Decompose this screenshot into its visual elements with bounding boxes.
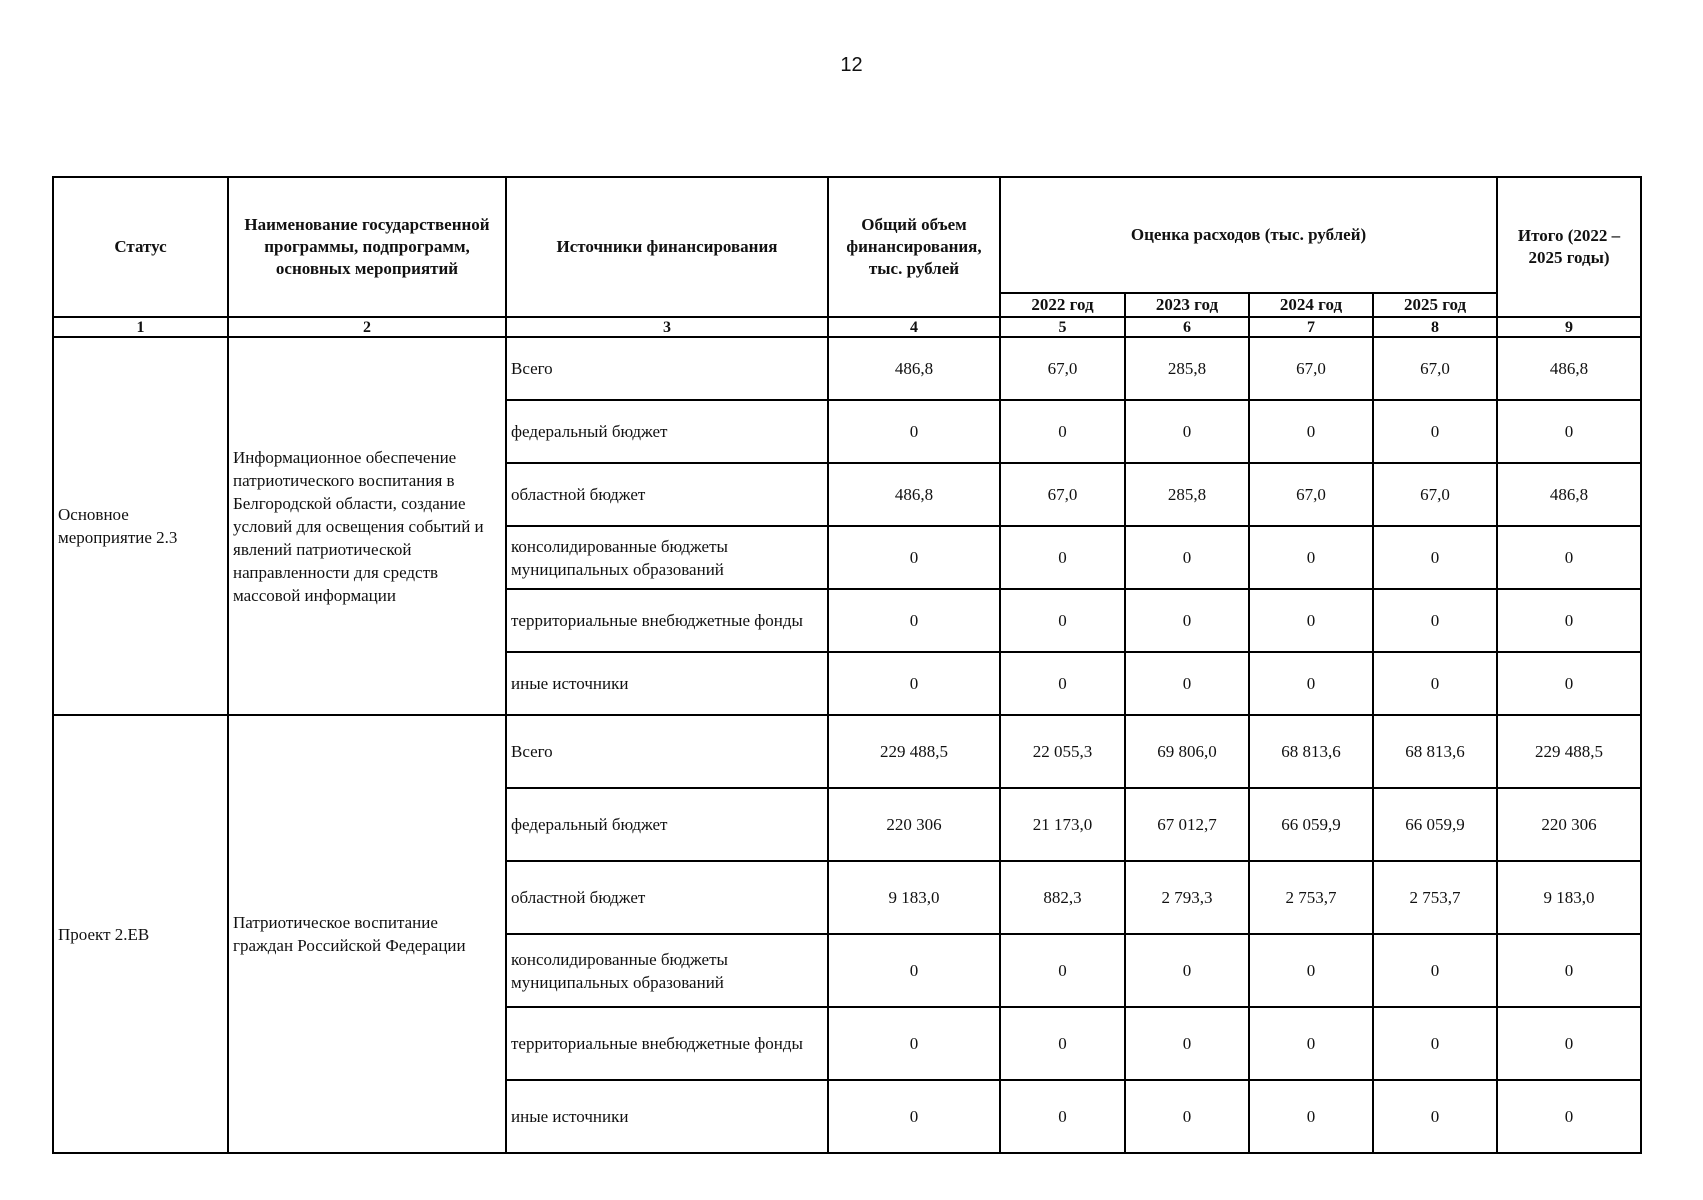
- year-2023-cell: 0: [1125, 526, 1249, 589]
- source-cell: Всего: [506, 337, 828, 400]
- year-2025-cell: 68 813,6: [1373, 715, 1497, 788]
- year-2022-cell: 0: [1000, 1080, 1125, 1153]
- total-cell: 0: [828, 1007, 1000, 1080]
- table-row: [53, 715, 1641, 788]
- source-cell: территориальные внебюджетные фонды: [506, 1007, 828, 1080]
- year-2025-cell: 67,0: [1373, 337, 1497, 400]
- column-number: 6: [1125, 317, 1249, 337]
- total-cell: 229 488,5: [828, 715, 1000, 788]
- column-number: 7: [1249, 317, 1373, 337]
- year-2024-cell: 0: [1249, 400, 1373, 463]
- column-number: 5: [1000, 317, 1125, 337]
- itogo-cell: 9 183,0: [1497, 861, 1641, 934]
- source-cell: консолидированные бюджеты муниципальных образований: [506, 526, 828, 589]
- column-number: 9: [1497, 317, 1641, 337]
- total-cell: 486,8: [828, 337, 1000, 400]
- program-name-cell: Патриотическое воспитание граждан Российской Федерации: [228, 715, 506, 1153]
- year-2022-cell: 0: [1000, 589, 1125, 652]
- year-2025-cell: 0: [1373, 526, 1497, 589]
- source-cell: консолидированные бюджеты муниципальных образований: [506, 934, 828, 1007]
- source-cell: иные источники: [506, 652, 828, 715]
- page-number: 12: [840, 54, 863, 76]
- header-row: [53, 177, 1641, 293]
- source-cell: областной бюджет: [506, 463, 828, 526]
- header-estimate: Оценка расходов (тыс. рублей): [1000, 177, 1497, 293]
- total-cell: 220 306: [828, 788, 1000, 861]
- itogo-cell: 486,8: [1497, 337, 1641, 400]
- year-2023-cell: 0: [1125, 1080, 1249, 1153]
- year-2024-cell: 66 059,9: [1249, 788, 1373, 861]
- total-cell: 9 183,0: [828, 861, 1000, 934]
- total-cell: 0: [828, 589, 1000, 652]
- source-cell: областной бюджет: [506, 861, 828, 934]
- source-cell: федеральный бюджет: [506, 400, 828, 463]
- year-2022-cell: 67,0: [1000, 463, 1125, 526]
- header-sources: Источники финансирования: [506, 177, 828, 317]
- program-name-cell: Информационное обеспечение патриотического воспитания в Белгородской области, создание условий для освещения событий и явлений патриотической направленности для средств массовой информации: [228, 337, 506, 715]
- itogo-cell: 229 488,5: [1497, 715, 1641, 788]
- year-2024-cell: 0: [1249, 526, 1373, 589]
- year-2023-cell: 0: [1125, 589, 1249, 652]
- year-2025-cell: 0: [1373, 400, 1497, 463]
- year-2024-cell: 0: [1249, 934, 1373, 1007]
- year-2022-cell: 0: [1000, 526, 1125, 589]
- total-cell: 0: [828, 400, 1000, 463]
- year-2023-cell: 2 793,3: [1125, 861, 1249, 934]
- header-year: 2023 год: [1125, 293, 1249, 317]
- column-number: 2: [228, 317, 506, 337]
- column-number: 4: [828, 317, 1000, 337]
- year-2023-cell: 285,8: [1125, 463, 1249, 526]
- source-cell: Всего: [506, 715, 828, 788]
- year-2024-cell: 2 753,7: [1249, 861, 1373, 934]
- column-number: 8: [1373, 317, 1497, 337]
- year-2024-cell: 0: [1249, 589, 1373, 652]
- year-2023-cell: 0: [1125, 934, 1249, 1007]
- column-number: 1: [53, 317, 228, 337]
- year-2024-cell: 67,0: [1249, 337, 1373, 400]
- header-year: 2022 год: [1000, 293, 1125, 317]
- header-status: Статус: [53, 177, 228, 317]
- year-2024-cell: 0: [1249, 1080, 1373, 1153]
- itogo-cell: 0: [1497, 934, 1641, 1007]
- header-year: 2025 год: [1373, 293, 1497, 317]
- itogo-cell: 0: [1497, 589, 1641, 652]
- itogo-cell: 0: [1497, 652, 1641, 715]
- source-cell: территориальные внебюджетные фонды: [506, 589, 828, 652]
- year-2025-cell: 0: [1373, 652, 1497, 715]
- year-2025-cell: 0: [1373, 934, 1497, 1007]
- year-2022-cell: 0: [1000, 652, 1125, 715]
- year-2025-cell: 0: [1373, 1080, 1497, 1153]
- itogo-cell: 0: [1497, 1080, 1641, 1153]
- total-cell: 0: [828, 526, 1000, 589]
- itogo-cell: 0: [1497, 1007, 1641, 1080]
- year-2022-cell: 0: [1000, 400, 1125, 463]
- year-2025-cell: 2 753,7: [1373, 861, 1497, 934]
- itogo-cell: 486,8: [1497, 463, 1641, 526]
- year-2023-cell: 0: [1125, 1007, 1249, 1080]
- header-total-volume: Общий объем финансирования, тыс. рублей: [828, 177, 1000, 317]
- year-2023-cell: 69 806,0: [1125, 715, 1249, 788]
- itogo-cell: 0: [1497, 400, 1641, 463]
- year-2025-cell: 0: [1373, 1007, 1497, 1080]
- itogo-cell: 220 306: [1497, 788, 1641, 861]
- column-numbers-row: [53, 317, 1641, 337]
- year-2022-cell: 0: [1000, 1007, 1125, 1080]
- year-2023-cell: 67 012,7: [1125, 788, 1249, 861]
- status-cell: Проект 2.ЕВ: [53, 715, 228, 1153]
- year-2022-cell: 21 173,0: [1000, 788, 1125, 861]
- year-2025-cell: 66 059,9: [1373, 788, 1497, 861]
- year-2024-cell: 0: [1249, 1007, 1373, 1080]
- total-cell: 0: [828, 934, 1000, 1007]
- column-number: 3: [506, 317, 828, 337]
- total-cell: 486,8: [828, 463, 1000, 526]
- year-2025-cell: 67,0: [1373, 463, 1497, 526]
- source-cell: федеральный бюджет: [506, 788, 828, 861]
- header-name: Наименование государственной программы, подпрограмм, основных мероприятий: [228, 177, 506, 317]
- year-2023-cell: 0: [1125, 400, 1249, 463]
- table-row: [53, 337, 1641, 400]
- header-year: 2024 год: [1249, 293, 1373, 317]
- budget-table: [52, 176, 1642, 1154]
- year-2022-cell: 882,3: [1000, 861, 1125, 934]
- year-2023-cell: 0: [1125, 652, 1249, 715]
- year-2022-cell: 67,0: [1000, 337, 1125, 400]
- year-2024-cell: 67,0: [1249, 463, 1373, 526]
- source-cell: иные источники: [506, 1080, 828, 1153]
- year-2023-cell: 285,8: [1125, 337, 1249, 400]
- itogo-cell: 0: [1497, 526, 1641, 589]
- total-cell: 0: [828, 652, 1000, 715]
- year-2022-cell: 22 055,3: [1000, 715, 1125, 788]
- year-2024-cell: 0: [1249, 652, 1373, 715]
- status-cell: Основное мероприятие 2.3: [53, 337, 228, 715]
- year-2025-cell: 0: [1373, 589, 1497, 652]
- header-itogo: Итого (2022 – 2025 годы): [1497, 177, 1641, 317]
- year-2024-cell: 68 813,6: [1249, 715, 1373, 788]
- total-cell: 0: [828, 1080, 1000, 1153]
- year-2022-cell: 0: [1000, 934, 1125, 1007]
